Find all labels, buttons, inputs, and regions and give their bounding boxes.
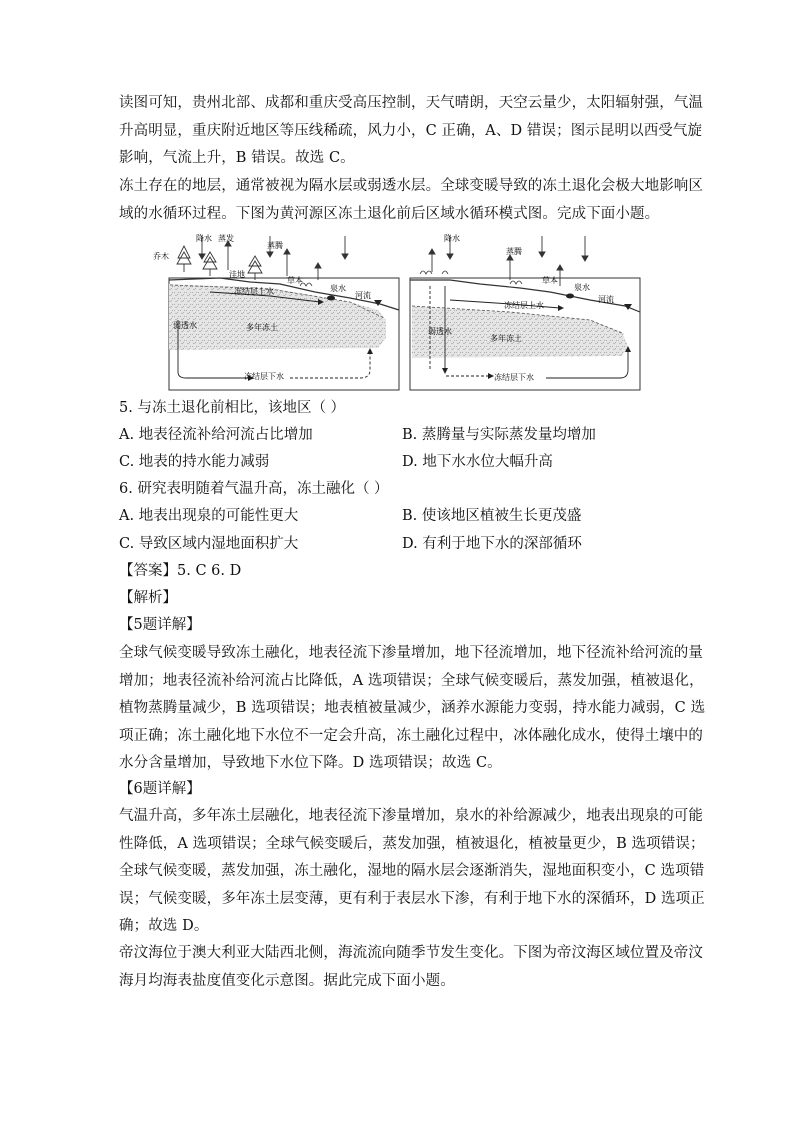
detail-5-paragraph [119,640,706,778]
weak-permeable-label: 弱透水 [428,327,452,336]
spring-label: 泉水 [574,283,590,292]
intro-paragraph [119,90,703,173]
detail-6-paragraph [119,803,705,941]
right-panel-after-degradation [410,233,640,390]
permafrost-label: 多年冻土 [246,323,278,332]
question-6-stem: 6. 研究表明随着气温升高，冻土融化（ ） [119,481,389,497]
q5-option-b: B. 蒸腾量与实际蒸发量均增加 [402,427,596,443]
text-line: 域的水循环过程。下图为黄河源区冻土退化前后区域水循环模式图。完成下面小题。 [119,205,660,222]
answer-line: 【答案】5. C 6. D [119,563,242,579]
timor-sea-paragraph [119,940,703,995]
tree-icon [203,252,217,276]
text-line: 冻土存在的地层，通常被视为隔水层或弱透水层。全球变暖导致的冻土退化会极大地影响区 [119,178,703,194]
text-line: 帝汶海位于澳大利亚大陆西北侧，海流流向随季节发生变化。下图为帝汶海区域位置及帝汶 [119,945,703,961]
river-label: 河流 [598,295,614,304]
depression-label: 洼地 [229,270,245,279]
question-5-stem: 5. 与冻土退化前相比，该地区（ ） [119,400,346,416]
frozen-soil-paragraph [119,173,703,228]
precip-label: 降水 [444,234,460,243]
spring-label: 泉水 [330,284,346,293]
text-line: 项正确；冻土融化地下水位不一定会升高，冻土融化过程中，冰体融化成水，使得土壤中的 [119,727,703,744]
detail-5-heading: 【5题详解】 [119,617,201,633]
detail-6-heading: 【6题详解】 [119,781,201,797]
q6-option-d: D. 有利于地下水的深部循环 [402,536,582,552]
q6-option-b: B. 使该地区植被生长更茂盛 [402,508,582,524]
supra-water-label: 冻结层上水 [504,301,544,310]
text-line: 确；故选 D。 [119,918,209,934]
text-line: 全球气候变暖导致冻土融化，地表径流下渗量增加，地下径流增加，地下径流补给河流的量 [119,645,703,661]
tree-icon [177,246,191,272]
river-label: 河流 [355,291,371,300]
text-line: 水分含量增加，导致地下水位下降。D 选项错误；故选 C。 [119,755,502,771]
text-line: 植物蒸腾量减少，B 选项错误；地表植被量减少，涵养水源能力变弱，持水能力减弱，C 选 [119,700,706,716]
arbor-label: 乔木 [153,252,169,261]
grass-icon [510,281,522,284]
q5-option-a: A. 地表径流补给河流占比增加 [119,427,313,443]
water-cycle-figure [150,228,650,394]
grass-label: 草本 [287,276,303,285]
q5-option-d: D. 地下水水位大幅升高 [402,454,553,470]
text-line: 升高明显，重庆附近地区等压线稀疏，风力小，C 正确，A、D 错误；图示昆明以西受气旋 [119,122,703,139]
transp-label: 蒸腾 [267,241,283,250]
text-line: 增加；地表径流补给河流占比降低，A 选项错误；全球气候变暖后，蒸发加强，植被退化， [119,672,704,689]
permafrost-block [169,284,386,350]
q5-option-c: C. 地表的持水能力减弱 [119,454,270,470]
text-line: 性降低，A 选项错误；全球气候变暖后，蒸发加强，植被退化，植被量更少，B 选项错误； [119,835,705,852]
sub-water-label: 冻结层下水 [494,373,534,382]
tree-icon [248,256,262,280]
text-line: 全球气候变暖，蒸发加强，冻土融化，湿地的隔水层会逐渐消失，湿地面积变小，C 选项错 [119,863,705,879]
analysis-heading: 【解析】 [119,590,177,606]
grass-label: 草本 [542,276,558,285]
grass-icon [420,271,432,274]
evap-label: 蒸发 [218,234,234,243]
q6-option-c: C. 导致区域内湿地面积扩大 [119,536,299,552]
text-line: 影响，气流上升，B 错误。故选 C。 [119,150,355,166]
transp-label: 蒸腾 [506,247,522,256]
text-line: 读图可知，贵州北部、成都和重庆受高压控制，天气晴朗，天空云量少，太阳辐射强，气温 [119,95,703,111]
q6-option-a: A. 地表出现泉的可能性更大 [119,508,299,524]
text-line: 海月均海表盐度值变化示意图。据此完成下面小题。 [119,972,455,989]
text-line: 误；气候变暖，多年冻土层变薄，更有利于表层水下渗，有利于地下水的深循环，D 选项正 [119,890,705,907]
supra-water-label: 冻结层上水 [234,287,274,296]
river-icon [624,304,632,310]
spring-icon [327,296,335,301]
text-line: 气温升高，多年冻土层融化，地表径流下渗量增加，泉水的补给源减少，地表出现泉的可能 [119,808,703,824]
permafrost-label: 多年冻土 [490,334,522,343]
weak-permeable-label: 弱透水 [173,321,197,330]
sub-water-label: 冻结层下水 [244,372,284,381]
left-panel-before-degradation [153,233,399,390]
precip-label: 降水 [196,234,212,243]
spring-icon [566,294,574,299]
grass-icon [442,271,448,274]
